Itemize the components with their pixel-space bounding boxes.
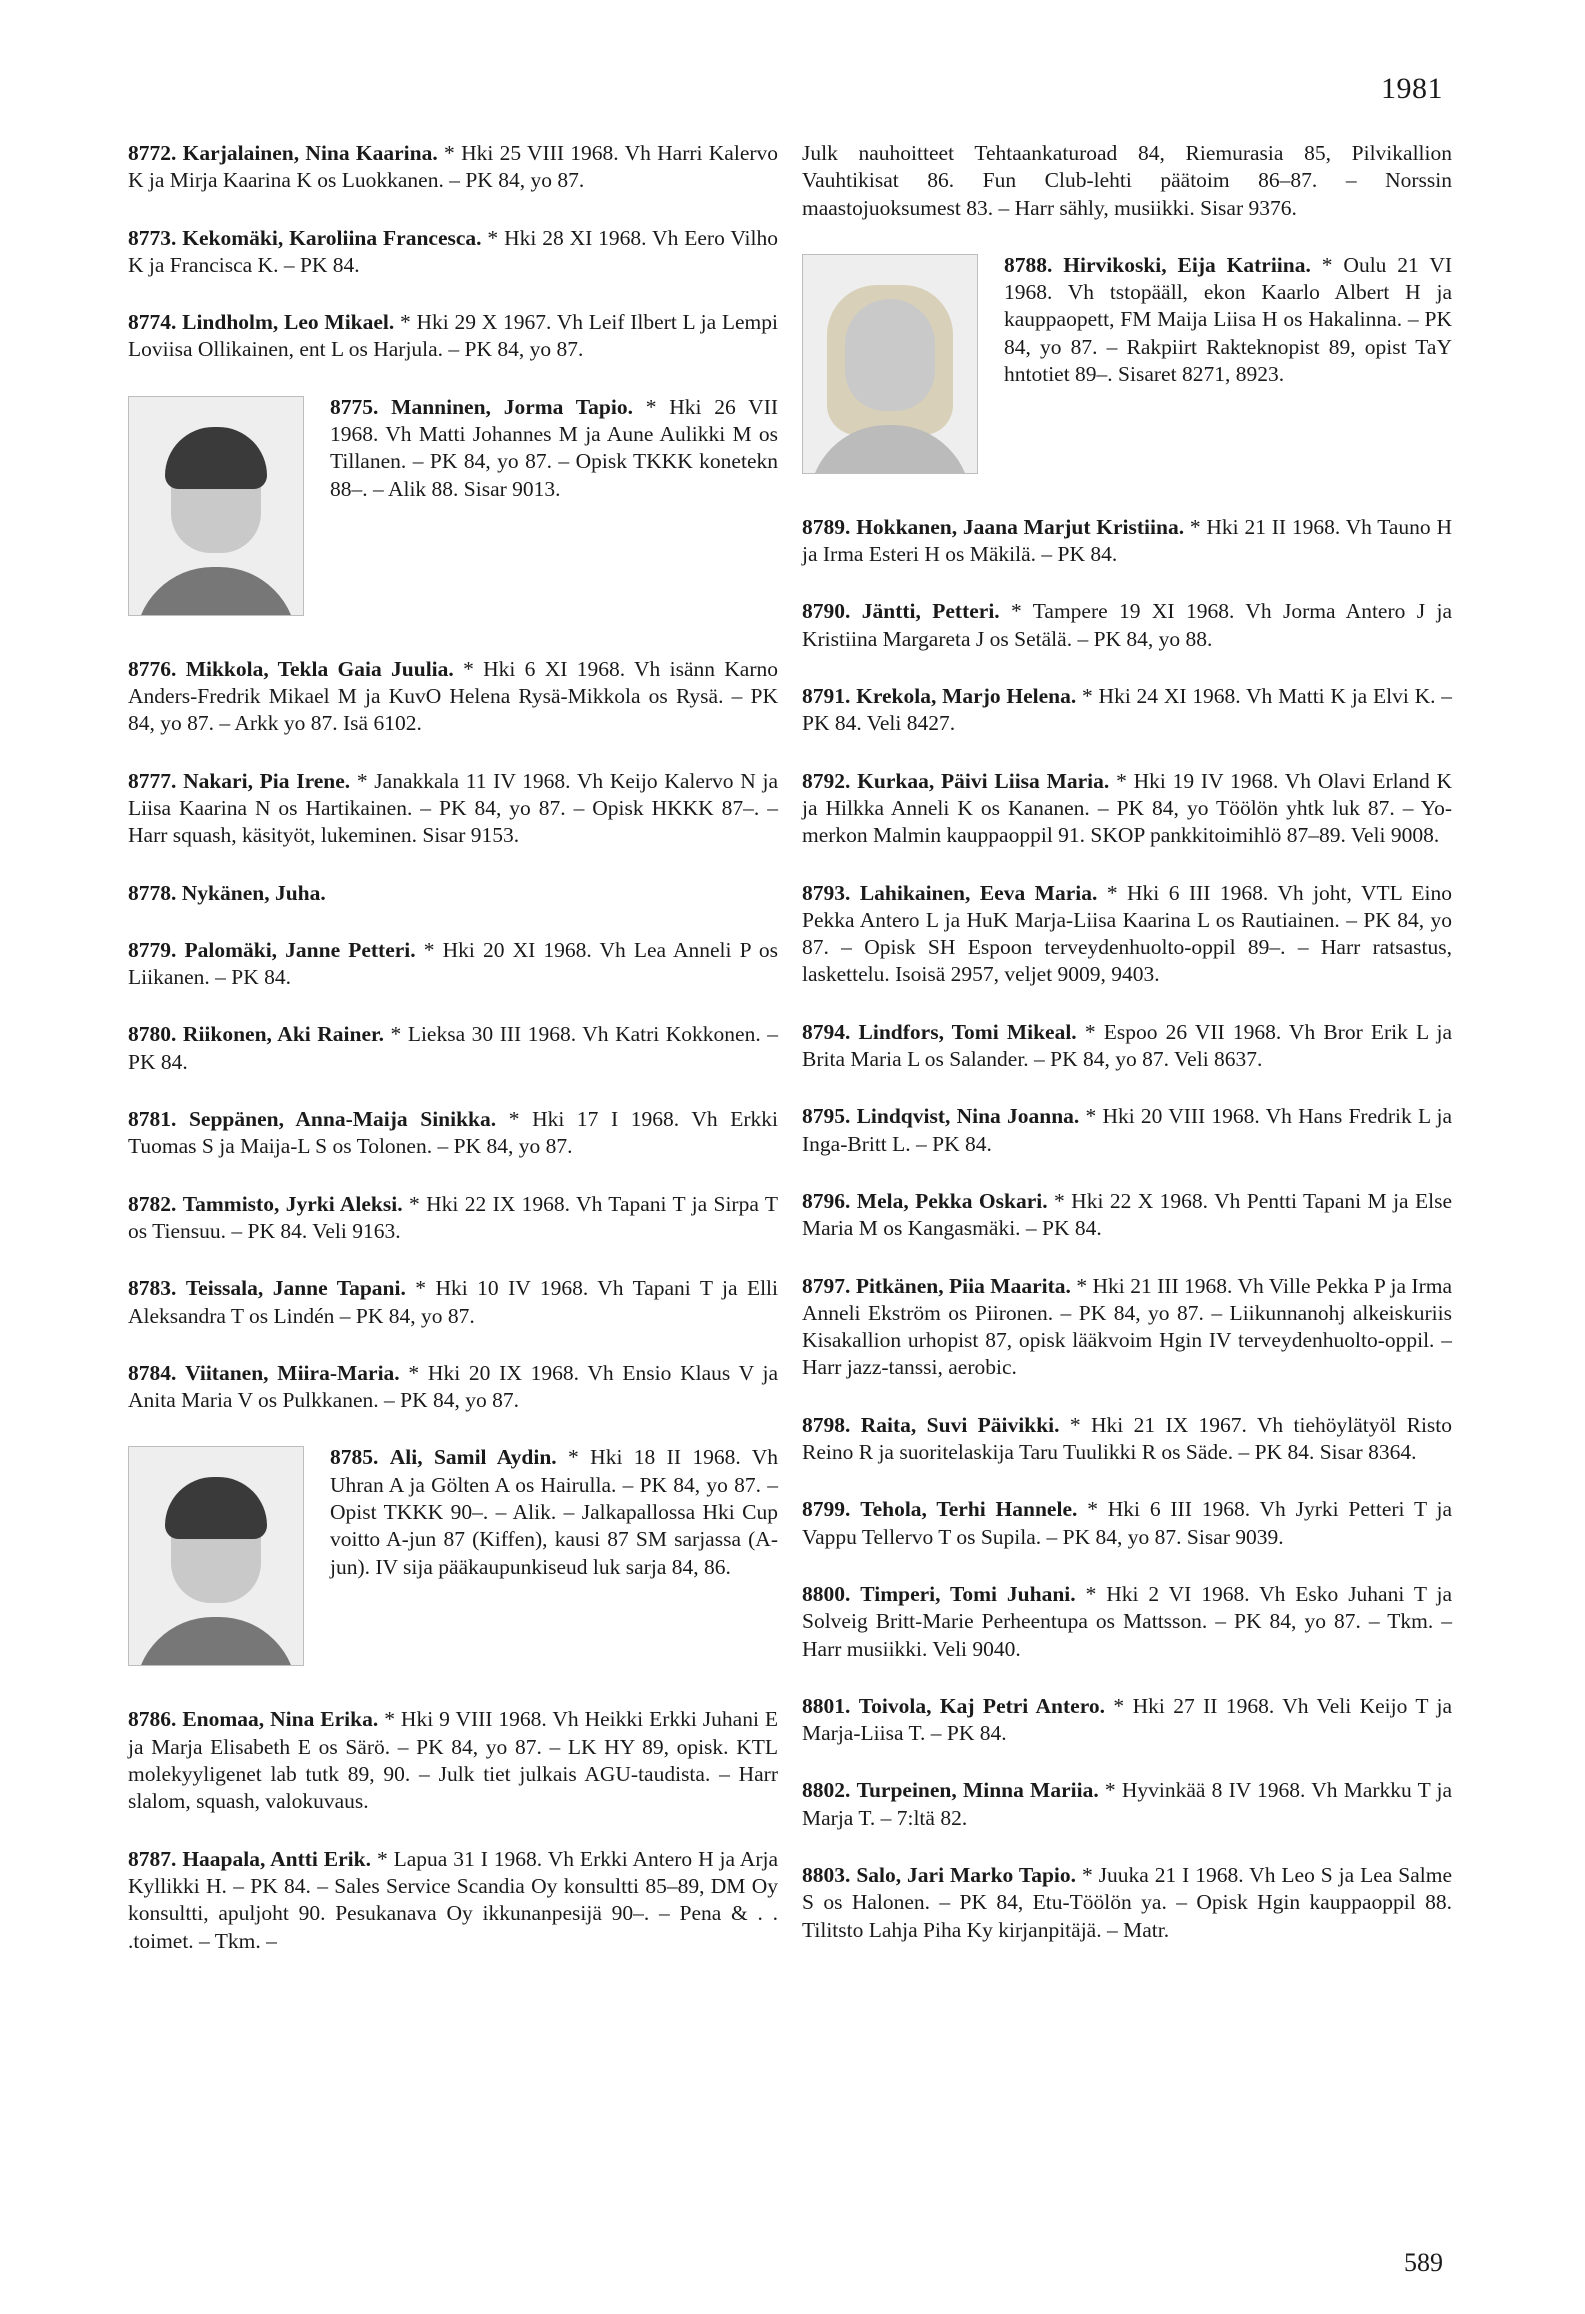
entry-number: 8798. (802, 1412, 851, 1437)
entry-8780 (128, 1021, 778, 1076)
entry-number: 8790. (802, 599, 851, 624)
entry-8795 (802, 1103, 1452, 1158)
entry-8794 (802, 1019, 1452, 1074)
page-number: 589 (1404, 2248, 1443, 2277)
entry-number: 8788. (1004, 252, 1053, 277)
entry-number: 8789. (802, 514, 851, 539)
entry-number: 8781. (128, 1107, 177, 1132)
entry-8783 (128, 1275, 778, 1330)
entry-number: 8776. (128, 656, 177, 681)
entry-8800 (802, 1581, 1452, 1663)
entry-number: 8794. (802, 1019, 851, 1044)
entry-name: Lindqvist, Nina Joanna. (856, 1104, 1080, 1129)
entry-text: Julk nauhoitteet Tehtaankaturoad 84, Riemurasia 85, Pilvikallion Vauhtikisat 86. Fun Club-lehti päätoim 86–87. – Norssin maastojuoksumest 83. – Harr sähly, musiikki. Sisar 9376. (802, 141, 1452, 220)
entry-8790 (802, 598, 1452, 653)
entry-number: 8773. (128, 225, 177, 250)
entry-name: Salo, Jari Marko Tapio. (856, 1862, 1077, 1887)
entry-text: * Janakkala 11 IV 1968. Vh Keijo Kalervo N ja Liisa Kaarina N os Hartikainen. – PK 84, yo 87. – Opisk HKKK 87–. – Harr squash, käsityöt, lukeminen. Sisar 9153. (128, 768, 778, 848)
entry-text: * Oulu 21 VI 1968. Vh tstopääll, ekon Kaarlo Albert H ja kauppaopett, FM Maija Liisa H os Hakalinna. – PK 84, yo 87. – Rakpiirt Rakteknopist 89, opist TaY hntotiet 89–. Sisaret 8271, 8923. (1004, 252, 1453, 387)
entry-text: * Hki 28 XI 1968. Vh Eero Vilho K ja Francisca K. – PK 84. (128, 225, 779, 277)
entry-text: * Tampere 19 XI 1968. Vh Jorma Antero J ja Kristiina Margareta J os Setälä. – PK 84, yo 88. (802, 599, 1452, 651)
entry-name: Hokkanen, Jaana Marjut Kristiina. (856, 514, 1185, 539)
entry-name: Kekomäki, Karoliina Francesca. (182, 225, 482, 250)
entry-8796 (802, 1188, 1452, 1243)
entry-text: * Hki 20 XI 1968. Vh Lea Anneli P os Liikanen. – PK 84. (128, 937, 778, 990)
entry-8793 (802, 880, 1452, 989)
entry-text: * Hki 27 II 1968. Vh Veli Keijo T ja Marja-Liisa T. – PK 84. (802, 1693, 1453, 1746)
entry-number: 8791. (802, 684, 851, 709)
entry-text: * Hki 17 I 1968. Vh Erkki Tuomas S ja Maija-L S os Tolonen. – PK 84, yo 87. (128, 1107, 778, 1159)
entry-name: Ali, Samil Aydin. (389, 1445, 557, 1470)
entry-name: Toivola, Kaj Petri Antero. (858, 1693, 1105, 1718)
entry-text: * Hki 18 II 1968. Vh Uhran A ja Gölten A os Hairulla. – PK 84, yo 87. – Opist TKKK 90–. – Alik. – Jalkapallossa Hki Cup voitto A-jun 87 (Kiffen), kausi 87 SM sarjassa (A-jun). IV sija pääkaupunkiseud luk sarja 84, 86. (330, 1445, 778, 1579)
entry-text: * Juuka 21 I 1968. Vh Leo S ja Lea Salme S os Halonen. – PK 84, Etu-Töölön ya. – Opisk Hgin kauppaoppil 88. Tilitsto Lahja Piha Ky kirjanpitäjä. – Matr. (802, 1862, 1452, 1942)
entry-name: Raita, Suvi Päivikki. (860, 1412, 1060, 1437)
entry-name: Timperi, Tomi Juhani. (860, 1581, 1076, 1606)
entry-number: 8777. (128, 768, 177, 793)
entry-8774 (128, 309, 778, 364)
entry-text: * Hki 9 VIII 1968. Vh Heikki Erkki Juhani E ja Marja Elisabeth E os Särö. – PK 84, yo 87. – LK HY 89, opisk. KTL molekyyligenet lab tutk 89, 90. – Julk tiet julkais AGU-taudista. – Harr slalom, squash, valokuvaus. (128, 1707, 779, 1814)
entry-8797 (802, 1273, 1452, 1382)
entry-name: Jäntti, Petteri. (861, 599, 1000, 624)
entry-number: 8799. (802, 1497, 851, 1522)
entry-number: 8796. (802, 1188, 851, 1213)
entry-name: Seppänen, Anna-Maija Sinikka. (188, 1107, 497, 1132)
entry-number: 8797. (802, 1273, 851, 1298)
entry-number: 8774. (128, 310, 177, 335)
entry-8798 (802, 1412, 1452, 1467)
entry-8779 (128, 937, 778, 992)
entry-text: * Hki 6 III 1968. Vh joht, VTL Eino Pekka Antero L ja HuK Marja-Liisa Kaarina L os Rautiainen. – PK 84, yo 87. – Opisk SH Espoon terveydenhuolto-oppil 89–. – Harr ratsastus, laskettelu. Isoisä 2957, veljet 9009, 9403. (802, 880, 1453, 987)
entry-8782 (128, 1191, 778, 1246)
entry-text: * Espoo 26 VII 1968. Vh Bror Erik L ja Brita Maria L os Salander. – PK 84, yo 87. Veli 8637. (802, 1019, 1453, 1072)
entry-number: 8784. (128, 1360, 177, 1385)
entry-number: 8779. (128, 937, 177, 962)
entry-text: * Hki 20 VIII 1968. Vh Hans Fredrik L ja Inga-Britt L. – PK 84. (802, 1104, 1453, 1156)
entry-name: Mikkola, Tekla Gaia Juulia. (185, 656, 454, 681)
entry-text: * Hki 21 IX 1967. Vh tiehöylätyöl Risto Reino R ja suoritelaskija Taru Tuulikki R os Säde. – PK 84. Sisar 8364. (802, 1412, 1453, 1465)
entry-name: Haapala, Antti Erik. (182, 1846, 371, 1871)
right-column (802, 140, 1452, 1974)
entry-name: Nakari, Pia Irene. (183, 768, 351, 793)
entry-name: Lindfors, Tomi Mikeal. (858, 1019, 1077, 1044)
entry-number: 8786. (128, 1707, 177, 1732)
entry-text: * Hki 20 IX 1968. Vh Ensio Klaus V ja Anita Maria V os Pulkkanen. – PK 84, yo 87. (128, 1360, 778, 1413)
entry-name: Teissala, Janne Tapani. (185, 1276, 406, 1301)
entry-number: 8780. (128, 1022, 177, 1047)
entry-8787-continued (802, 140, 1452, 222)
entry-text: * Hki 2 VI 1968. Vh Esko Juhani T ja Solveig Britt-Marie Perheentupa os Mattsson. – PK 84, yo 87. – Tkm. – Harr musiikki. Veli 9040. (802, 1581, 1453, 1661)
entry-name: Nykänen, Juha. (181, 880, 326, 905)
entry-8777 (128, 768, 778, 850)
entry-text: * Hki 22 X 1968. Vh Pentti Tapani M ja Else Maria M os Kangasmäki. – PK 84. (802, 1188, 1453, 1241)
entry-number: 8803. (802, 1862, 851, 1887)
entry-name: Kurkaa, Päivi Liisa Maria. (857, 768, 1110, 793)
entry-number: 8783. (128, 1276, 177, 1301)
entry-text: * Hki 19 IV 1968. Vh Olavi Erland K ja Hilkka Anneli K os Kananen. – PK 84, yo Töölön yhtk luk 87. – Yo-merkon Malmin kauppaoppil 91. SKOP pankkitoimihlö 87–89. Veli 9008. (802, 768, 1453, 848)
entry-number: 8792. (802, 768, 851, 793)
entry-text: * Hki 25 VIII 1968. Vh Harri Kalervo K ja Mirja Kaarina K os Luokkanen. – PK 84, yo 87. (128, 141, 779, 193)
entry-text: * Hki 21 III 1968. Vh Ville Pekka P ja Irma Anneli Ekström os Piironen. – PK 84, yo 87. – Liikunnanohj alkeiskuriis Kisakallion urhopist 87, opisk lääkvoim Hgin IV terveydenhuolto-oppil. – Harr jazz-tanssi, aerobic. (802, 1273, 1453, 1380)
entry-number: 8801. (802, 1693, 851, 1718)
entry-name: Karjalainen, Nina Kaarina. (182, 141, 438, 165)
entry-8802 (802, 1777, 1452, 1832)
entry-8787 (128, 1846, 778, 1955)
entry-name: Lindholm, Leo Mikael. (182, 310, 395, 335)
entry-8772 (128, 140, 778, 195)
entry-8788 (802, 252, 1452, 484)
entry-number: 8795. (802, 1104, 851, 1129)
entry-8786 (128, 1706, 778, 1815)
entry-text: * Hyvinkää 8 IV 1968. Vh Markku T ja Marja T. – 7:ltä 82. (802, 1778, 1453, 1830)
entry-number: 8772. (128, 141, 177, 165)
entry-8785 (128, 1444, 778, 1676)
entry-text: * Hki 10 IV 1968. Vh Tapani T ja Elli Aleksandra T os Lindén – PK 84, yo 87. (128, 1276, 779, 1328)
entry-8801 (802, 1693, 1452, 1748)
entry-8776 (128, 656, 778, 738)
entry-text: * Lapua 31 I 1968. Vh Erkki Antero H ja Arja Kyllikki H. – PK 84. – Sales Service Scandia Oy konsultti 85–89, DM Oy konsultti, apuljoht 90. Pesukanava Oy ikkunanpesijä 90–. – Pena & . . .toimet. – Tkm. – (128, 1846, 779, 1953)
entry-name: Tehola, Terhi Hannele. (860, 1497, 1078, 1522)
entry-text: * Hki 29 X 1967. Vh Leif Ilbert L ja Lempi Loviisa Ollikainen, ent L os Harjula. – PK 84, yo 87. (128, 310, 778, 362)
entry-number: 8775. (330, 394, 379, 419)
entry-text: * Hki 6 III 1968. Vh Jyrki Petteri T ja Vappu Tellervo T os Supila. – PK 84, yo 87. Sisar 9039. (802, 1497, 1453, 1549)
entry-number: 8787. (128, 1846, 177, 1871)
entry-8784 (128, 1360, 778, 1415)
entry-text: * Hki 26 VII 1968. Vh Matti Johannes M ja Aune Aulikki M os Tillanen. – PK 84, yo 87. – Opisk TKKK konetekn 88–. – Alik 88. Sisar 9013. (330, 394, 779, 501)
entry-8799 (802, 1496, 1452, 1551)
entry-name: Lahikainen, Eeva Maria. (859, 880, 1098, 905)
page-year: 1981 (1381, 72, 1443, 105)
entry-name: Manninen, Jorma Tapio. (391, 394, 633, 419)
entry-name: Enomaa, Nina Erika. (182, 1707, 379, 1732)
entry-name: Hirvikoski, Eija Katriina. (1063, 252, 1311, 277)
entry-8803 (802, 1862, 1452, 1944)
entry-number: 8793. (802, 880, 851, 905)
entry-8791 (802, 683, 1452, 738)
entry-text: * Hki 6 XI 1968. Vh isänn Karno Anders-Fredrik Mikael M ja KuvO Helena Rysä-Mikkola os Rysä. – PK 84, yo 87. – Arkk yo 87. Isä 6102. (128, 656, 779, 736)
entry-name: Riikonen, Aki Rainer. (182, 1022, 384, 1047)
left-column (128, 140, 778, 1985)
entry-number: 8802. (802, 1778, 851, 1803)
entry-name: Krekola, Marjo Helena. (856, 684, 1077, 709)
entry-number: 8778. (128, 880, 177, 905)
entry-name: Pitkänen, Piia Maarita. (855, 1273, 1071, 1298)
entry-name: Tammisto, Jyrki Aleksi. (182, 1191, 403, 1216)
entry-number: 8785. (330, 1445, 379, 1470)
entry-8781 (128, 1106, 778, 1161)
entry-text: * Hki 21 II 1968. Vh Tauno H ja Irma Esteri H os Mäkilä. – PK 84. (802, 514, 1452, 567)
entry-8773 (128, 225, 778, 280)
entry-name: Turpeinen, Minna Mariia. (856, 1778, 1099, 1803)
portrait-photo (802, 254, 978, 474)
entry-name: Mela, Pekka Oskari. (856, 1188, 1048, 1213)
portrait-photo (128, 396, 304, 616)
entry-text: * Hki 24 XI 1968. Vh Matti K ja Elvi K. – PK 84. Veli 8427. (802, 684, 1452, 736)
entry-8792 (802, 768, 1452, 850)
entry-number: 8782. (128, 1191, 177, 1216)
entry-name: Viitanen, Miira-Maria. (185, 1360, 400, 1385)
entry-text: * Hki 22 IX 1968. Vh Tapani T ja Sirpa T os Tiensuu. – PK 84. Veli 9163. (128, 1191, 779, 1243)
entry-name: Palomäki, Janne Petteri. (184, 937, 416, 962)
portrait-photo (128, 1446, 304, 1666)
entry-8789 (802, 514, 1452, 569)
entry-8778 (128, 880, 778, 907)
entry-number: 8800. (802, 1581, 851, 1606)
entry-text: * Lieksa 30 III 1968. Vh Katri Kokkonen. – PK 84. (128, 1022, 779, 1074)
entry-8775 (128, 394, 778, 626)
